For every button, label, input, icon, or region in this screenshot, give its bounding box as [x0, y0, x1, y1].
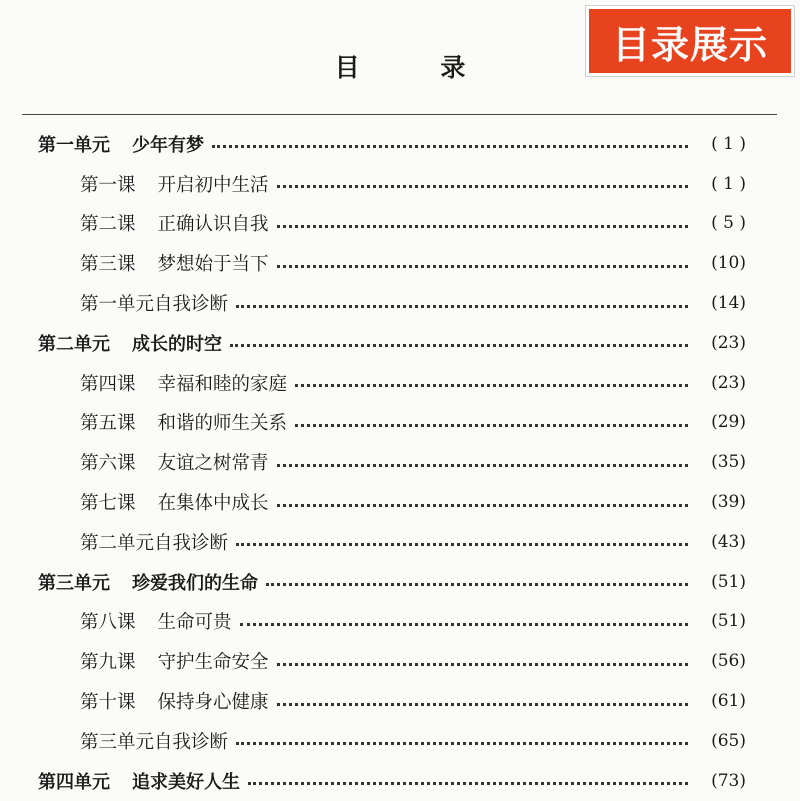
toc-entry-page: (14)	[711, 293, 746, 314]
toc-entry-number: 第二课	[80, 214, 136, 236]
dot-leader	[277, 464, 688, 467]
toc-entry-title: 开启初中生活	[157, 174, 269, 196]
toc-lesson-entry	[0, 243, 800, 283]
toc-entry-page: (43)	[711, 531, 746, 552]
toc-entry-number: 第十课	[80, 692, 136, 714]
dot-leader	[240, 623, 688, 626]
page-title: 目 录	[334, 53, 502, 82]
dot-leader	[236, 742, 688, 745]
dot-leader	[266, 583, 688, 586]
toc-entry-number: 第一单元	[38, 134, 110, 156]
toc-entry-page: (23)	[711, 372, 746, 393]
dot-leader	[277, 703, 688, 706]
dot-leader	[212, 145, 688, 148]
toc-entry-title: 追求美好人生	[132, 771, 240, 793]
toc-entry-number: 第四单元	[38, 771, 110, 793]
dot-leader	[230, 344, 688, 347]
toc-entry-number: 第三课	[80, 254, 136, 276]
toc-entry-number: 第二单元	[38, 333, 110, 355]
toc-entry-page: ( 1 )	[711, 173, 746, 194]
toc-entry-page: ( 1 )	[711, 133, 746, 154]
toc-entry-title: 生命可贵	[157, 612, 232, 634]
toc-lesson-entry	[0, 721, 800, 761]
table-of-contents	[0, 124, 800, 801]
title-divider	[22, 114, 777, 115]
toc-lesson-entry	[0, 681, 800, 721]
toc-entry-number: 第九课	[80, 652, 136, 674]
toc-lesson-entry	[0, 641, 800, 681]
dot-leader	[248, 782, 688, 785]
toc-entry-page: (23)	[711, 332, 746, 353]
toc-lesson-entry	[0, 164, 800, 204]
toc-entry-number: 第六课	[80, 453, 136, 475]
toc-entry-page: (56)	[711, 651, 746, 672]
toc-entry-number: 第四课	[80, 373, 136, 395]
toc-entry-title: 正确认识自我	[157, 214, 269, 236]
toc-entry-page: (35)	[711, 452, 746, 473]
toc-entry-page: (65)	[711, 730, 746, 751]
toc-entry-number: 第三单元	[38, 572, 110, 594]
toc-entry-page: (29)	[711, 412, 746, 433]
toc-lesson-entry	[0, 442, 800, 482]
toc-entry-page: (39)	[711, 492, 746, 513]
dot-leader	[277, 663, 688, 666]
toc-lesson-entry	[0, 363, 800, 403]
dot-leader	[277, 185, 688, 188]
toc-entry-page: (61)	[711, 691, 746, 712]
toc-entry-page: (51)	[711, 571, 746, 592]
toc-entry-number: 第一课	[80, 174, 136, 196]
toc-entry-number: 第七课	[80, 493, 136, 515]
toc-lesson-entry	[0, 204, 800, 244]
promo-badge: 目录展示	[586, 6, 794, 76]
dot-leader	[295, 384, 688, 387]
toc-entry-title: 友谊之树常青	[157, 453, 269, 475]
toc-entry-title: 和谐的师生关系	[157, 413, 288, 435]
toc-entry-title: 少年有梦	[132, 134, 204, 156]
toc-entry-title: 幸福和睦的家庭	[157, 373, 288, 395]
toc-entry-number: 第八课	[80, 612, 136, 634]
toc-lesson-entry	[0, 482, 800, 522]
toc-entry-title: 守护生命安全	[157, 652, 269, 674]
dot-leader	[277, 504, 688, 507]
toc-lesson-entry	[0, 522, 800, 562]
toc-entry-title: 第一单元自我诊断	[80, 294, 229, 316]
toc-unit-entry	[0, 323, 800, 363]
toc-entry-title: 第二单元自我诊断	[80, 532, 229, 554]
toc-unit-entry	[0, 124, 800, 164]
toc-entry-title: 成长的时空	[132, 333, 222, 355]
toc-entry-title: 第三单元自我诊断	[80, 731, 229, 753]
toc-entry-page: (51)	[711, 611, 746, 632]
toc-lesson-entry	[0, 283, 800, 323]
toc-entry-title: 保持身心健康	[157, 692, 269, 714]
dot-leader	[277, 265, 688, 268]
toc-entry-title: 珍爱我们的生命	[132, 572, 258, 594]
toc-entry-page: (10)	[711, 253, 746, 274]
toc-unit-entry	[0, 562, 800, 602]
toc-unit-entry	[0, 761, 800, 801]
toc-entry-title: 梦想始于当下	[157, 254, 269, 276]
toc-entry-page: (73)	[711, 770, 746, 791]
dot-leader	[236, 305, 688, 308]
dot-leader	[236, 543, 688, 546]
toc-entry-page: ( 5 )	[711, 213, 746, 234]
toc-entry-number: 第五课	[80, 413, 136, 435]
toc-lesson-entry	[0, 403, 800, 443]
toc-lesson-entry	[0, 602, 800, 642]
toc-entry-title: 在集体中成长	[157, 493, 269, 515]
dot-leader	[277, 225, 688, 228]
dot-leader	[295, 424, 688, 427]
